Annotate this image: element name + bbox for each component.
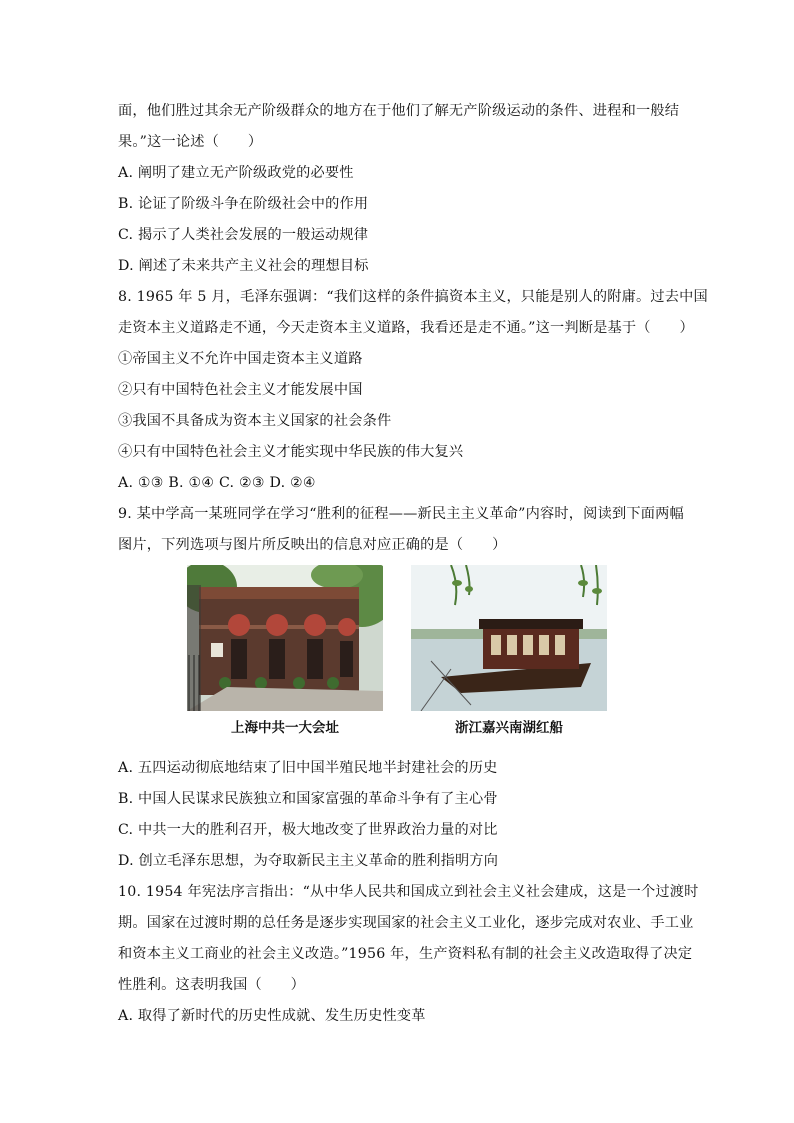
q8-item-1: ①帝国主义不允许中国走资本主义道路	[118, 351, 363, 367]
q9-option-a: A. 五四运动彻底地结束了旧中国半殖民地半封建社会的历史	[118, 760, 498, 776]
q10-option-a: A. 取得了新时代的历史性成就、发生历史性变革	[118, 1008, 426, 1024]
q10-stem-line-1: 10. 1954 年宪法序言指出：“从中华人民共和国成立到社会主义社会建成，这是一个过渡时	[118, 884, 699, 900]
q9-option-b: B. 中国人民谋求民族独立和国家富强的革命斗争有了主心骨	[118, 791, 498, 807]
figure-left-caption: 上海中共一大会址	[231, 720, 339, 736]
q7-option-a: A. 阐明了建立无产阶级政党的必要性	[118, 165, 354, 181]
q8-stem-line-2: 走资本主义道路走不通，今天走资本主义道路，我看还是走不通。”这一判断是基于（ ）	[118, 320, 694, 336]
q8-options: A. ①③ B. ①④ C. ②③ D. ②④	[118, 475, 316, 491]
exam-page	[118, 96, 708, 1032]
shanghai-building-image	[187, 565, 383, 711]
q9-stem-line-2: 图片，下列选项与图片所反映出的信息对应正确的是（ ）	[118, 537, 507, 553]
q9-figures	[118, 565, 683, 747]
q7-option-b: B. 论证了阶级斗争在阶级社会中的作用	[118, 196, 369, 212]
q9-option-d: D. 创立毛泽东思想，为夺取新民主主义革命的胜利指明方向	[118, 853, 499, 869]
q10-stem-line-2: 期。国家在过渡时期的总任务是逐步实现国家的社会主义工业化，逐步完成对农业、手工业	[118, 915, 694, 931]
q10-stem-line-4: 性胜利。这表明我国（ ）	[118, 977, 306, 993]
q7-text-line-2: 果。”这一论述（ ）	[118, 134, 263, 150]
q7-option-c: C. 揭示了人类社会发展的一般运动规律	[118, 227, 369, 243]
q7-text-line-1: 面，他们胜过其余无产阶级群众的地方在于他们了解无产阶级运动的条件、进程和一般结	[118, 103, 680, 119]
q9-option-c: C. 中共一大的胜利召开，极大地改变了世界政治力量的对比	[118, 822, 498, 838]
q8-stem-line-1: 8. 1965 年 5 月，毛泽东强调：“我们这样的条件搞资本主义，只能是别人的附庸。过去中国	[118, 289, 708, 305]
figure-left	[187, 565, 383, 736]
q7-option-d: D. 阐述了未来共产主义社会的理想目标	[118, 258, 369, 274]
q8-item-4: ④只有中国特色社会主义才能实现中华民族的伟大复兴	[118, 444, 464, 460]
q10-stem-line-3: 和资本主义工商业的社会主义改造。”1956 年，生产资料私有制的社会主义改造取得了决定	[118, 946, 693, 962]
q8-item-2: ②只有中国特色社会主义才能发展中国	[118, 382, 363, 398]
figure-right	[411, 565, 607, 736]
figure-right-caption: 浙江嘉兴南湖红船	[455, 720, 563, 736]
red-boat-image	[411, 565, 607, 711]
q8-item-3: ③我国不具备成为资本主义国家的社会条件	[118, 413, 392, 429]
q9-stem-line-1: 9. 某中学高一某班同学在学习“胜利的征程——新民主主义革命”内容时，阅读到下面两幅	[118, 506, 684, 522]
